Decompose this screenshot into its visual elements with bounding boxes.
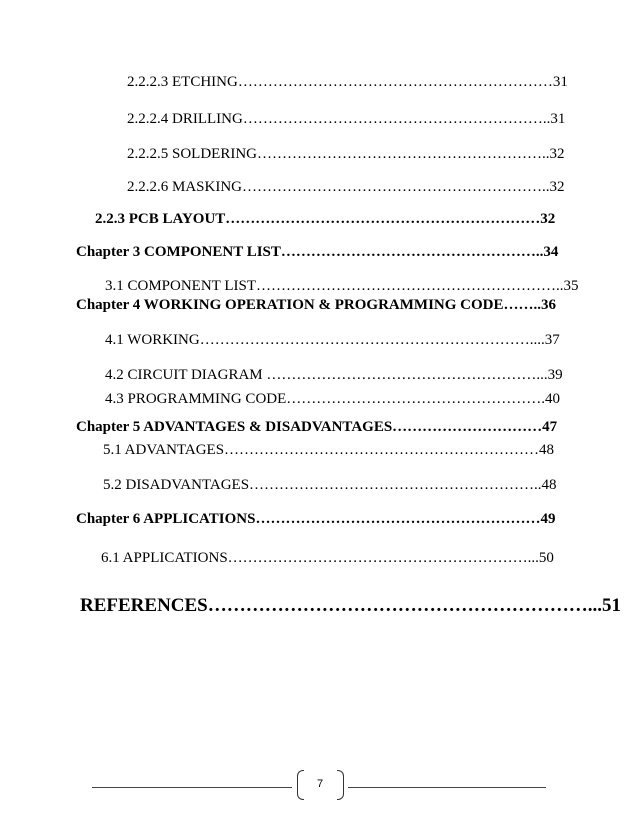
toc-entry-programming-code: 4.3 PROGRAMMING CODE…………………………………………….40 [105, 391, 561, 407]
toc-entry-masking: 2.2.2.6 MASKING……………………………………………………..32 [127, 179, 565, 195]
footer-rule-left [92, 787, 292, 788]
toc-entry-references: REFERENCES……………………………………………………...51 [80, 595, 621, 616]
toc-entry-circuit-diagram: 4.2 CIRCUIT DIAGRAM ………………………………………………...39 [105, 367, 563, 383]
footer-bracket-right [337, 770, 344, 800]
footer-rule-right [348, 787, 546, 788]
toc-entry-etching: 2.2.2.3 ETCHING………………………………………………………31 [127, 74, 568, 90]
footer-bracket-left [297, 770, 304, 800]
toc-entry-disadvantages: 5.2 DISADVANTAGES…………………………………………………..48 [103, 477, 557, 493]
toc-entry-chapter-6: Chapter 6 APPLICATIONS…………………………………………………49 [76, 511, 556, 527]
page-number: 7 [316, 778, 324, 790]
toc-entry-pcb-layout: 2.2.3 PCB LAYOUT………………………………………………………32 [95, 211, 556, 227]
toc-entry-advantages: 5.1 ADVANTAGES………………………………………………………48 [103, 442, 555, 458]
toc-entry-applications: 6.1 APPLICATIONS……………………………………………………...50 [101, 550, 554, 566]
toc-entry-working: 4.1 WORKING…………………………………………………………....37 [105, 332, 560, 348]
toc-entry-soldering: 2.2.2.5 SOLDERING…………………………………………………..32 [127, 146, 565, 162]
toc-entry-chapter-5: Chapter 5 ADVANTAGES & DISADVANTAGES…………………………47 [76, 419, 558, 435]
toc-entry-component-list: 3.1 COMPONENT LIST……………………………………………………..35 [105, 278, 579, 294]
toc-entry-drilling: 2.2.2.4 DRILLING……………………………………………………..31 [127, 111, 566, 127]
toc-entry-chapter-3: Chapter 3 COMPONENT LIST……………………………………………..34 [76, 244, 559, 260]
toc-entry-chapter-4: Chapter 4 WORKING OPERATION & PROGRAMMING CODE……..36 [76, 297, 556, 313]
